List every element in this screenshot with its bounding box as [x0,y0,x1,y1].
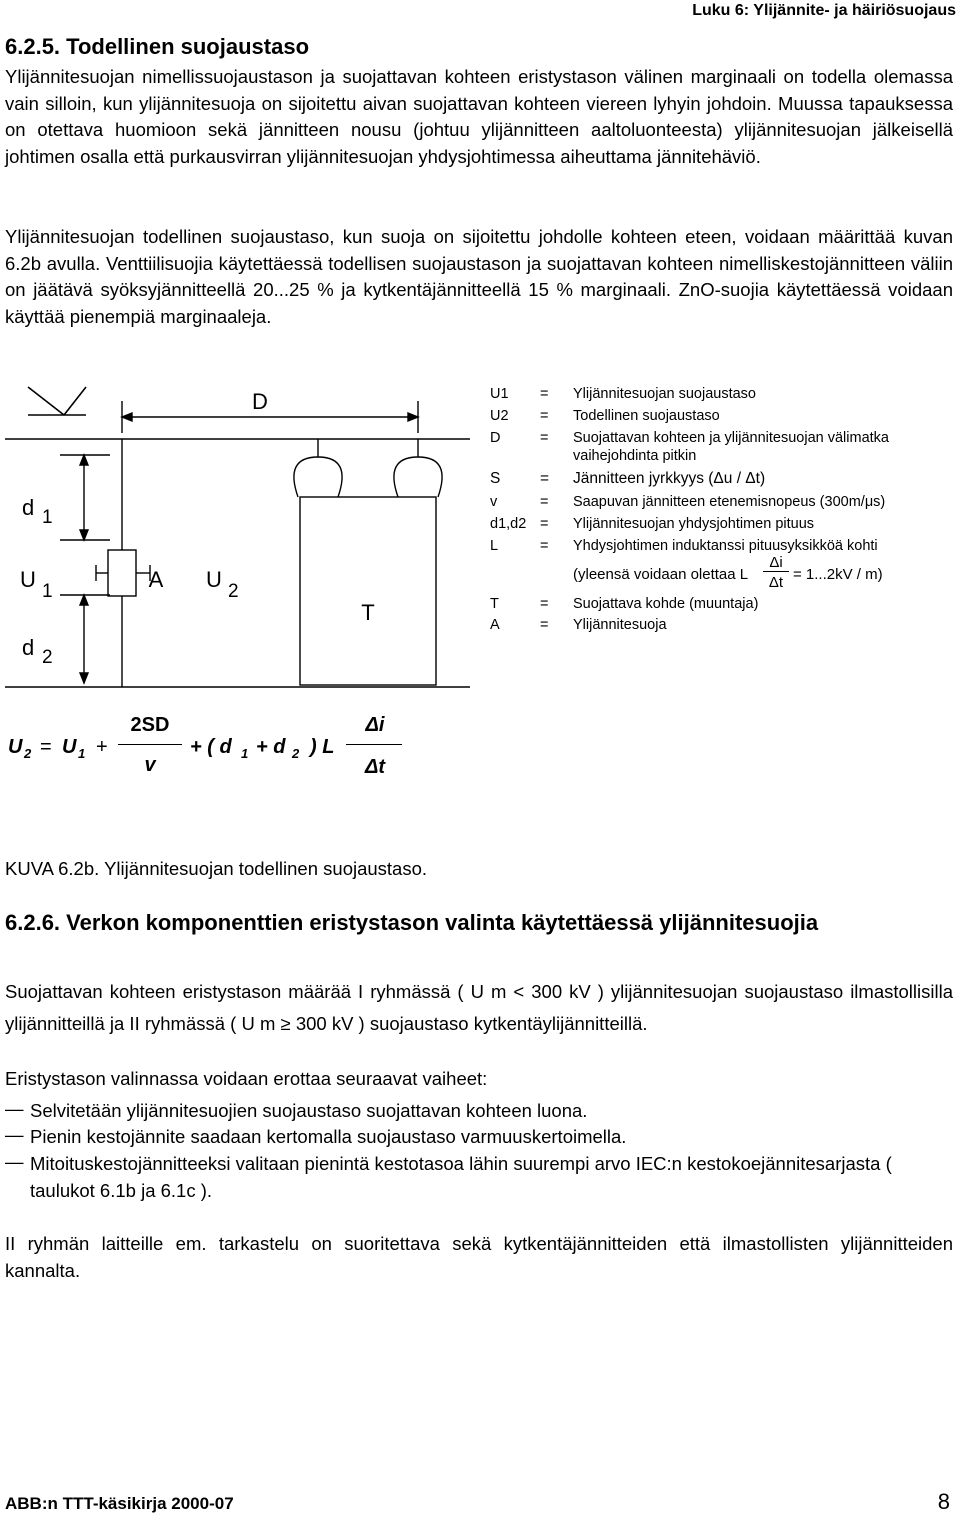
eq-di-dt-bar [346,744,402,745]
legend-symbol: U1 [490,386,509,402]
figure-caption: KUVA 6.2b. Ylijännitesuojan todellinen suojaustaso. [5,858,428,879]
distance-dimension [122,401,418,433]
note-fraction-numerator: Δi [763,554,789,572]
label-d1: d [22,495,35,520]
section-title-6-2-6: 6.2.6. Verkon komponenttien eristystason valinta käytettäessä ylijännitesuojia [5,910,819,935]
eq-d1-sub: 1 [241,746,249,761]
list-item: Pienin kestojännite saadaan kertomalla suojaustaso varmuuskertoimella. [30,1126,627,1147]
legend-description: Ylijännitesuojan yhdysjohtimen pituus [573,516,815,532]
eq-U1-sub: 1 [78,746,86,761]
steps-list [0,1094,960,1214]
eq-U1: U [62,736,77,758]
legend-symbol: v [490,494,498,510]
transformer-bushings [294,439,442,497]
legend-symbol: U2 [490,408,509,424]
eq-close-L: ) L [310,736,335,758]
transformer-box [300,497,436,685]
label-A: A [148,567,164,592]
chapter-header: Luku 6: Ylijännite- ja häiriösuojaus [692,2,956,19]
label-U1: U [20,567,36,592]
legend-description: Saapuvan jännitteen etenemisnopeus (300m/μs) [573,494,886,510]
label-d2: d [22,635,35,660]
protection-level-equation [0,712,420,792]
legend-description: Ylijännitesuoja [573,617,667,633]
eq-U2-sub: 2 [24,746,32,761]
paragraph-insulation-level: Suojattavan kohteen eristystason määrää I ryhmässä ( U m < 300 kV ) ylijännitesuojan suojaustaso ilmastollisilla ylijännitteillä ja II ryhmässä ( U m ≥ 300 kV ) suojaustaso kytkentäylijännitteillä. [5,981,953,1034]
legend-symbol: L [490,538,499,554]
legend-equals: = [540,408,549,424]
eq-dt: Δt [364,756,386,778]
eq-U2: U [8,736,23,758]
paragraph-group-II: II ryhmän laitteille em. tarkastelu on suoritettava sekä kytkentäjännitteiden että ilmastollisten ylijännitteiden kannalta. [5,1233,953,1281]
inductance-note [573,554,953,598]
legend-equals: = [540,386,549,402]
legend-description: Todellinen suojaustaso [573,408,720,424]
legend-symbol: d1,d2 [490,516,527,532]
d2-dimension [5,595,470,687]
legend-description: Suojattavan kohteen ja ylijännitesuojan välimatka [573,430,889,446]
legend-equals: = [540,516,549,532]
paragraph-margin-explanation: Ylijännitesuojan nimellissuojaustason ja suojattavan kohteen eristystason välinen marginaali on todella olemassa vain silloin, kun ylijännitesuoja on sijoitettu aivan suojattavan kohteen viereen lyhyin johdoin. Muussa tapauksessa on otettava huomioon sekä jännitteen nousu (johtuu ylijännitteen aaltoluonteesta) ylijännitesuojan jälkeisellä johtimen osalla että purkausvirran ylijännitesuojan yhdysjohtimessa aiheuttama jännitehäviö. [5,66,953,167]
label-d2-sub: 2 [42,647,53,668]
page-number: 8 [937,1489,950,1514]
paragraph-selection-steps: Eristystason valinnassa voidaan erottaa seuraavat vaiheet: [5,1068,488,1089]
legend-description: Jännitteen jyrkkyys (Δu / Δt) [573,470,766,487]
d1-dimension [60,455,110,540]
eq-fraction-bar [118,744,182,745]
circuit-diagram [0,375,480,695]
legend-description: vaihejohdinta pitkin [573,448,697,464]
section-title-6-2-5: 6.2.5. Todellinen suojaustaso [5,34,310,59]
label-U1-sub: 1 [42,581,53,602]
legend-description: Yhdysjohtimen induktanssi pituusyksikköä kohti [573,538,878,554]
label-D: D [252,389,268,414]
eq-d2-sub: 2 [292,746,300,761]
eq-equals: = [40,736,52,758]
legend-equals: = [540,596,549,612]
note-suffix: = 1...2kV / m) [793,566,883,583]
bullet-dash: — [5,1098,24,1119]
footer-title: ABB:n TTT-käsikirja 2000-07 [5,1494,234,1513]
eq-plus-d2: + d [256,736,286,758]
bullet-dash: — [5,1124,24,1145]
legend-symbol: S [490,470,501,487]
eq-di: Δi [365,714,385,736]
legend-description: Suojattava kohde (muuntaja) [573,596,759,612]
list-item: Mitoituskestojännitteeksi valitaan pienintä kestotasoa lähin suurempi arvo IEC:n kestokoejännitesarjasta ( taulukot 6.1b ja 6.1c ). [30,1153,892,1201]
legend-equals: = [540,470,550,487]
eq-fraction-numerator: 2SD [130,714,170,736]
note-fraction-denominator: Δt [768,574,784,591]
legend-equals: = [540,538,549,554]
label-U2-sub: 2 [228,581,239,602]
label-U2: U [206,567,222,592]
eq-paren-d1: + ( d [190,736,232,758]
paragraph-actual-protection-level: Ylijännitesuojan todellinen suojaustaso, kun suoja on sijoitettu johdolle kohteen eteen, voidaan määrittää kuvan 6.2b avulla. Venttiilisuojia käytettäessä todellisen suojaustason ja suojattavan kohteen nimelliskestojännitteen väliin on jäätävä syöksyjännitteellä 20...25 % ja kytkentäjännitteellä 15 % marginaali. ZnO-suojia käytettäessä voidaan käyttää pienempiä marginaaleja. [5,226,953,327]
label-T: T [361,600,375,625]
surge-arrester [96,439,150,687]
eq-fraction-denominator: v [144,754,156,776]
legend-symbol: T [490,596,499,612]
eq-plus: + [96,736,108,758]
legend-symbol: D [490,430,501,446]
legend-equals: = [540,617,549,633]
bullet-dash: — [5,1151,24,1172]
legend-description: Ylijännitesuojan suojaustaso [573,386,756,402]
legend-equals: = [540,494,549,510]
legend-equals: = [540,430,549,446]
incoming-wave-symbol [28,387,86,415]
label-d1-sub: 1 [42,507,53,528]
legend-symbol: A [490,617,500,633]
note-prefix: (yleensä voidaan olettaa L [573,566,749,583]
list-item: Selvitetään ylijännitesuojien suojaustaso suojattavan kohteen luona. [30,1100,588,1121]
